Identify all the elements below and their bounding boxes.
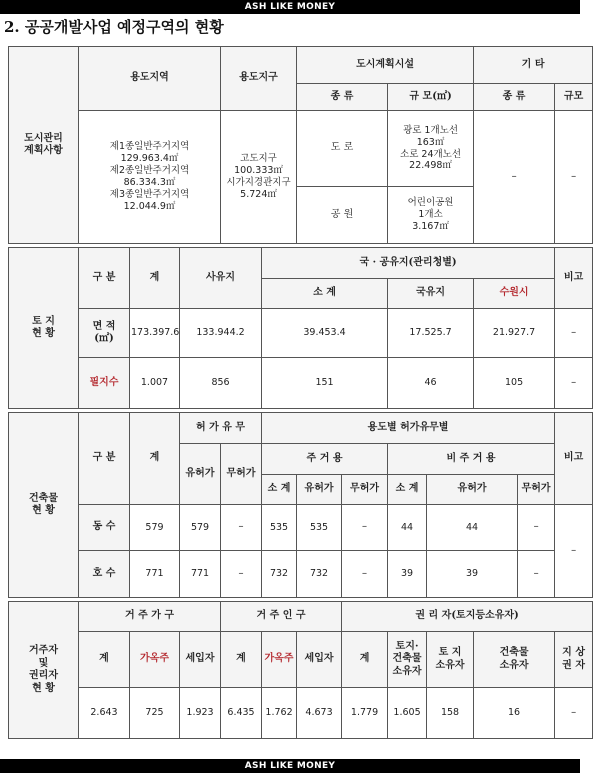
bldg-header-permit: 허 가 유 무 (180, 413, 262, 444)
res-rh-land: 158 (427, 688, 474, 739)
land-header-gubun: 구 분 (79, 248, 130, 309)
bldg-ho-nonres-unpermitted: – (518, 551, 555, 598)
res-header-building-owner: 건축물 소유자 (474, 632, 555, 688)
res-header-rh-total: 계 (342, 632, 388, 688)
bldg-header-nonresidential: 비 주 거 용 (388, 444, 555, 475)
res-header-rightholders: 권 리 자(토지등소유자) (342, 602, 593, 632)
bldg-ho-res-subtotal: 732 (262, 551, 297, 598)
land-area-private: 133.944.2 (180, 309, 262, 358)
bldg-header-residential: 주 거 용 (262, 444, 388, 475)
bottom-banner: ASH LIKE MONEY (0, 759, 580, 773)
res-header-land-owner: 토 지 소유자 (427, 632, 474, 688)
bldg-dong-permitted: 579 (180, 505, 221, 551)
res-header-hh-owner: 가옥주 (130, 632, 180, 688)
bldg-header-res-unpermitted: 무허가 (342, 475, 388, 505)
bldg-ho-total: 771 (130, 551, 180, 598)
header-urban-facility: 도시계획시설 (297, 47, 474, 84)
res-header-hh-total: 계 (79, 632, 130, 688)
bldg-dong-total: 579 (130, 505, 180, 551)
bldg-ho-res-permitted: 732 (297, 551, 342, 598)
header-other-size: 규모 (555, 84, 593, 111)
header-other: 기 타 (474, 47, 593, 84)
bldg-row-ho-label: 호 수 (79, 551, 130, 598)
bldg-header-nonres-permitted: 유허가 (427, 475, 518, 505)
status-table (8, 46, 593, 739)
res-header-pop-total: 계 (221, 632, 262, 688)
res-hh-owner: 725 (130, 688, 180, 739)
facility-park: 공 원 (297, 187, 388, 244)
bldg-dong-nonres-unpermitted: – (518, 505, 555, 551)
land-area-suwon: 21.927.7 (474, 309, 555, 358)
res-header-pop-owner: 가옥주 (262, 632, 297, 688)
res-rh-surface: – (555, 688, 593, 739)
header-use-district: 용도지구 (221, 47, 297, 111)
land-header-total: 계 (130, 248, 180, 309)
section-label-building: 건축물 현 황 (9, 413, 79, 598)
res-header-population: 거 주 인 구 (221, 602, 342, 632)
bldg-header-nonres-unpermitted: 무허가 (518, 475, 555, 505)
bldg-header-res-permitted: 유허가 (297, 475, 342, 505)
section-label-plan: 도시관리 계획사항 (9, 47, 79, 244)
header-facility-type: 종 류 (297, 84, 388, 111)
res-header-surface-right: 지 상 권 자 (555, 632, 593, 688)
bldg-dong-nonres-permitted: 44 (427, 505, 518, 551)
bldg-dong-res-unpermitted: – (342, 505, 388, 551)
res-header-pop-tenant: 세입자 (297, 632, 342, 688)
land-area-note: – (555, 309, 593, 358)
page-title: 2. 공공개발사업 예정구역의 현황 (4, 18, 224, 36)
res-rh-total: 1.779 (342, 688, 388, 739)
land-row-area-label: 면 적 (㎡) (79, 309, 130, 358)
land-parcels-suwon: 105 (474, 358, 555, 409)
bldg-ho-res-unpermitted: – (342, 551, 388, 598)
header-other-type: 종 류 (474, 84, 555, 111)
bldg-row-dong-label: 동 수 (79, 505, 130, 551)
bldg-header-by-use: 용도별 허가유무별 (262, 413, 555, 444)
use-district-values: 고도지구 100.333㎡ 시가지경관지구 5.724㎡ (221, 111, 297, 244)
res-rh-land-building: 1.605 (388, 688, 427, 739)
land-area-total: 173.397.6 (130, 309, 180, 358)
use-zone-values: 제1종일반주거지역 129.963.4㎡ 제2종일반주거지역 86.334.3㎡ 제3종일반주거지역 12.044.9㎡ (79, 111, 221, 244)
res-rh-building: 16 (474, 688, 555, 739)
land-header-private: 사유지 (180, 248, 262, 309)
bldg-dong-res-permitted: 535 (297, 505, 342, 551)
bldg-header-res-subtotal: 소 계 (262, 475, 297, 505)
other-size-value: – (555, 111, 593, 244)
bldg-header-nonres-subtotal: 소 계 (388, 475, 427, 505)
section-label-residents: 거주자 및 권리자 현 황 (9, 602, 79, 739)
res-header-households: 거 주 가 구 (79, 602, 221, 632)
bldg-ho-permitted: 771 (180, 551, 221, 598)
bldg-header-unpermitted: 무허가 (221, 444, 262, 505)
facility-road-size: 광로 1개노선 163㎡ 소로 24개노선 22.498㎡ (388, 111, 474, 187)
res-hh-total: 2.643 (79, 688, 130, 739)
land-header-national: 국유지 (388, 279, 474, 309)
bldg-dong-res-subtotal: 535 (262, 505, 297, 551)
res-pop-tenant: 4.673 (297, 688, 342, 739)
land-header-public: 국 · 공유지(관리청별) (262, 248, 555, 279)
land-area-subtotal: 39.453.4 (262, 309, 388, 358)
section-label-land: 토 지 현 황 (9, 248, 79, 409)
land-header-suwon: 수원시 (474, 279, 555, 309)
bldg-header-note: 비고 (555, 413, 593, 505)
bldg-header-total: 계 (130, 413, 180, 505)
land-parcels-total: 1.007 (130, 358, 180, 409)
res-header-hh-tenant: 세입자 (180, 632, 221, 688)
bldg-ho-unpermitted: – (221, 551, 262, 598)
bldg-header-gubun: 구 분 (79, 413, 130, 505)
land-parcels-national: 46 (388, 358, 474, 409)
land-parcels-private: 856 (180, 358, 262, 409)
land-header-subtotal: 소 계 (262, 279, 388, 309)
bldg-note: – (555, 505, 593, 598)
land-row-parcels-label: 필지수 (79, 358, 130, 409)
header-use-zone: 용도지역 (79, 47, 221, 111)
res-pop-owner: 1.762 (262, 688, 297, 739)
bldg-header-permitted: 유허가 (180, 444, 221, 505)
res-header-land-building-owner: 토지· 건축물 소유자 (388, 632, 427, 688)
top-banner: ASH LIKE MONEY (0, 0, 580, 14)
land-parcels-subtotal: 151 (262, 358, 388, 409)
res-hh-tenant: 1.923 (180, 688, 221, 739)
bldg-dong-unpermitted: – (221, 505, 262, 551)
res-pop-total: 6.435 (221, 688, 262, 739)
land-header-note: 비고 (555, 248, 593, 309)
facility-road: 도 로 (297, 111, 388, 187)
bldg-dong-nonres-subtotal: 44 (388, 505, 427, 551)
header-facility-size: 규 모(㎡) (388, 84, 474, 111)
land-area-national: 17.525.7 (388, 309, 474, 358)
bldg-ho-nonres-subtotal: 39 (388, 551, 427, 598)
other-type-value: – (474, 111, 555, 244)
facility-park-size: 어린이공원 1개소 3.167㎡ (388, 187, 474, 244)
bldg-ho-nonres-permitted: 39 (427, 551, 518, 598)
land-parcels-note: – (555, 358, 593, 409)
